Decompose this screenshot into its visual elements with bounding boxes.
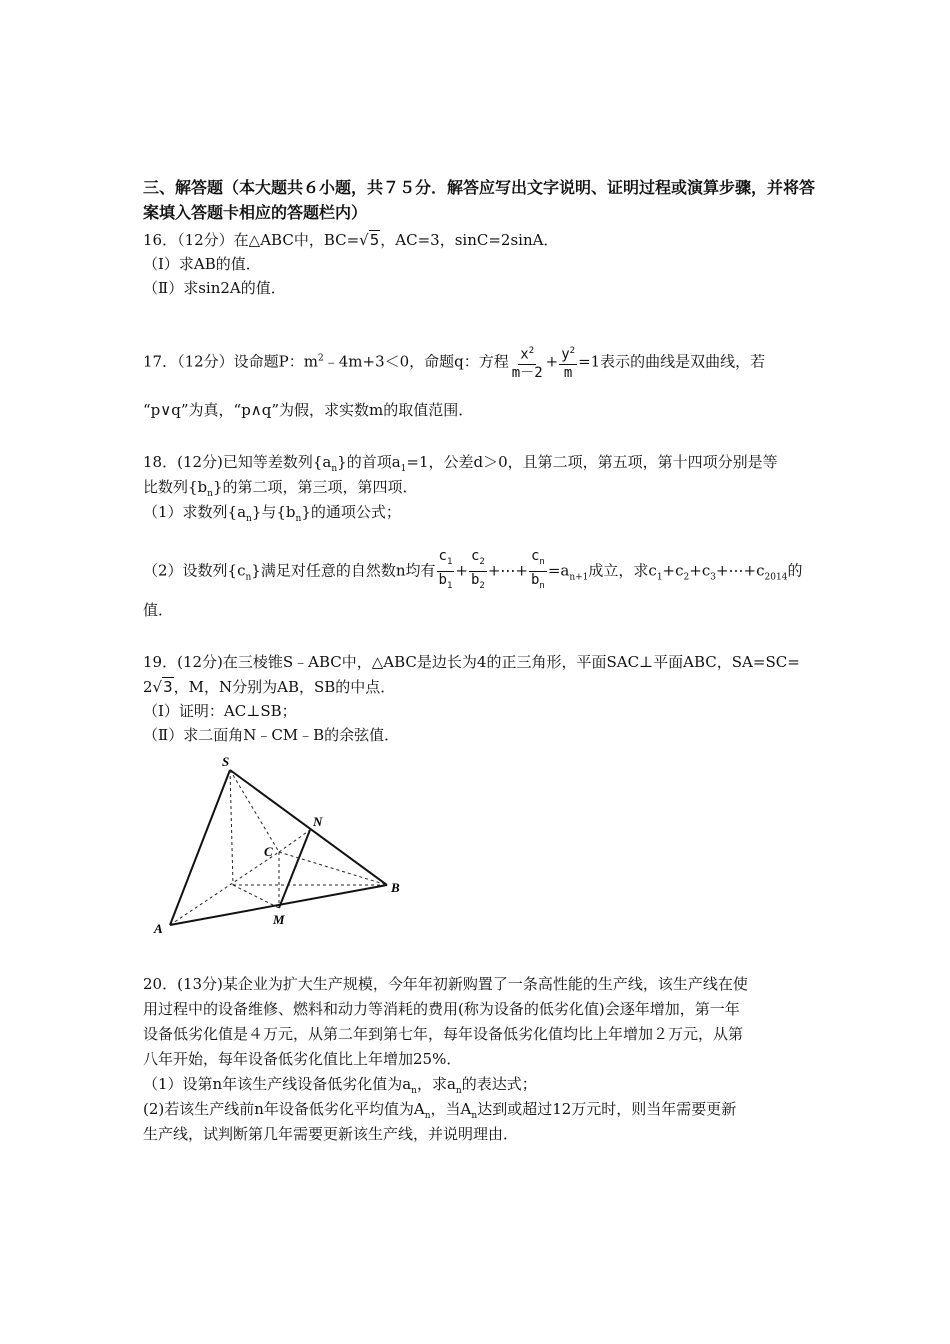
q18-l1-a: 18．(12分)已知等差数列{a xyxy=(143,453,332,471)
q20-p1-sub: n xyxy=(411,1086,417,1096)
q18-p2-a: （2）设数列{c xyxy=(143,561,246,580)
q18-p1-a: （1）求数列{a xyxy=(143,503,247,521)
q19-l2-b: ，M，N分别为AB，SB的中点． xyxy=(173,678,396,696)
sqrt-3-radicand: 3 xyxy=(163,678,173,696)
frac-b1-sub: 1 xyxy=(446,580,453,591)
frac-b2-sub: 2 xyxy=(479,580,485,591)
q20-p2-c: 达到或超过12万元时，则当年需要更新 xyxy=(477,1100,737,1118)
question-19-line1 xyxy=(143,650,800,674)
frac-num-x: x xyxy=(520,346,529,363)
q18-p1-sub2: n xyxy=(295,514,302,524)
q17-text-b: ﹣4m+3＜0，命题q：方程 xyxy=(323,352,509,371)
q20-p2-a: (2)若该生产线前n年设备低劣化平均值为A xyxy=(143,1100,425,1118)
q20-p2-sub2: n xyxy=(471,1111,478,1121)
q18-s2: 2 xyxy=(683,572,690,583)
question-20-part2-end: 生产线，试判断第几年需要更新该生产线，并说明理由． xyxy=(143,1125,519,1143)
q17-exp: 2 xyxy=(318,353,324,364)
question-20-line3: 设备低劣化值是４万元，从第二年到第七年，每年设备低劣化值均比上年增加２万元，从第 xyxy=(143,1025,744,1043)
q18-s1: 1 xyxy=(656,572,663,583)
q18-l1-sub2: 1 xyxy=(400,464,407,474)
q18-p2-d: 成立，求c xyxy=(588,561,657,580)
label-A: A xyxy=(154,921,163,936)
question-17-stem xyxy=(143,343,765,382)
question-20-line4: 八年开始，每年设备低劣化值比上年增加25%． xyxy=(143,1050,462,1068)
q18-l1-c: =1，公差d＞0，且第二项，第五项，第十四项分别是等 xyxy=(406,453,778,471)
question-19-part1: （Ⅰ）证明：AC⊥SB； xyxy=(143,702,297,720)
tetrahedron-figure xyxy=(140,752,420,942)
q17-text-c: =1表示的曲线是双曲线，若 xyxy=(578,352,766,371)
q18-p1-b: }与{b xyxy=(251,503,296,521)
q19-l1-a: 19．(12分)在三棱锥S﹣ABC中，△ABC是边长为4的正三角形，平面SAC⊥平面ABC，SA xyxy=(143,653,753,671)
altitude-S xyxy=(230,770,233,885)
edge-MN xyxy=(279,830,310,908)
q20-p1-a: （1）设第n年该生产线设备低劣化值为a xyxy=(143,1075,412,1093)
plus-sign-2: + xyxy=(455,561,468,580)
question-17-line2: “p∨q”为真，“p∧q”为假，求实数m的取值范围． xyxy=(143,401,474,419)
frac-num-x-exp: 2 xyxy=(528,346,535,356)
q20-p1-b: ，求a xyxy=(416,1075,456,1093)
frac-b2: b xyxy=(470,571,480,588)
edge-SC xyxy=(230,770,279,852)
q17-text-a: 17．（12分）设命题P：m xyxy=(143,352,318,371)
question-18-part2-end: 值． xyxy=(143,601,174,619)
q16-text-a: 16．（12分）在△ABC中，BC= xyxy=(143,231,360,249)
q18-s4: 2014 xyxy=(764,572,788,583)
question-16-part1: （Ⅰ）求AB的值． xyxy=(143,255,261,273)
q20-p2-b: ，当A xyxy=(430,1100,472,1118)
q18-s3: 3 xyxy=(710,572,716,583)
question-16-stem xyxy=(143,228,558,252)
frac-cn-sub: n xyxy=(539,556,545,567)
q18-p2-h: 的 xyxy=(787,561,803,580)
frac-num-y-exp: 2 xyxy=(569,346,576,356)
q18-l2-a: 比数列{b xyxy=(143,478,208,496)
q20-p1-sub2: n xyxy=(455,1086,462,1096)
q18-p2-c: =a xyxy=(547,561,570,580)
fraction-x2 xyxy=(510,343,545,382)
q18-p2-sub3: n+1 xyxy=(569,572,589,583)
sqrt-radicand: 5 xyxy=(369,231,380,249)
question-18-part1 xyxy=(143,500,401,531)
question-18-part2 xyxy=(143,548,802,595)
q20-p2-sub: n xyxy=(424,1111,431,1121)
q18-p2-f: +c xyxy=(689,561,711,580)
sqrt-5: √5 xyxy=(359,231,380,249)
edge-SA xyxy=(170,770,230,925)
edge-SB xyxy=(230,770,387,885)
q19-coef: 2 xyxy=(143,678,153,696)
q18-l2-sub: n xyxy=(207,489,213,499)
frac-c2: c xyxy=(470,548,480,564)
question-20-line1: 20．(13分)某企业为扩大生产规模，今年年初新购置了一条高性能的生产线，该生产线在使 xyxy=(143,975,748,993)
frac-c2-sub: 2 xyxy=(479,556,485,567)
q18-l1-b: }的首项a xyxy=(337,453,401,471)
q18-p1-c: }的通项公式； xyxy=(301,503,401,521)
question-20-line2: 用过程中的设备维修、燃料和动力等消耗的费用(称为设备的低劣化值)会逐年增加，第一年 xyxy=(143,1000,740,1018)
q18-l2-b: }的第二项，第三项，第四项． xyxy=(212,478,418,496)
label-N: N xyxy=(313,814,323,829)
ellipsis-plus: +⋯+ xyxy=(487,561,528,580)
frac-num-y: y xyxy=(561,346,570,363)
fraction-cn-bn xyxy=(529,548,547,595)
sqrt-3: √3 xyxy=(152,678,173,696)
q18-p1-sub: n xyxy=(246,514,252,524)
section-title-line2: 案填入答题卡相应的答题栏内） xyxy=(143,203,368,222)
frac-den-m: m xyxy=(563,364,573,381)
q16-text-b: ，AC=3，sinC=2sinA． xyxy=(380,231,559,249)
frac-cn: c xyxy=(530,548,540,564)
question-19-part2: （Ⅱ）求二面角N﹣CM﹣B的余弦值． xyxy=(143,726,400,744)
frac-bn-sub: n xyxy=(539,580,545,591)
q20-p1-c: 的表达式； xyxy=(461,1075,537,1093)
label-B: B xyxy=(391,880,400,895)
q18-l1-sub: n xyxy=(331,464,338,474)
frac-c1: c xyxy=(438,548,447,564)
q18-p2-sub: n xyxy=(245,572,252,583)
question-19-line2 xyxy=(143,675,395,699)
question-16-part2: （Ⅱ）求sin2A的值． xyxy=(143,279,286,297)
segment-OM xyxy=(233,885,279,908)
label-M: M xyxy=(273,912,285,927)
section-title-line1: 三、解答题（本大题共６小题，共７５分．解答应写出文字说明、证明过程或演算步骤，并将答 xyxy=(143,178,816,197)
label-S: S xyxy=(222,754,230,769)
frac-c1-sub: 1 xyxy=(446,556,453,567)
plus-sign: + xyxy=(545,352,559,371)
frac-b1: b xyxy=(438,571,447,588)
q19-l1-b: =SC= xyxy=(752,653,800,671)
fraction-y2 xyxy=(559,343,577,382)
fraction-c1-b1 xyxy=(437,548,455,595)
q18-p2-e: +c xyxy=(662,561,684,580)
fraction-c2-b2 xyxy=(469,548,487,595)
frac-bn: b xyxy=(530,571,540,588)
q18-p2-g: +⋯+c xyxy=(715,561,765,580)
frac-den-m-2: m－2 xyxy=(511,364,543,381)
q18-p2-b: }满足对任意的自然数n均有 xyxy=(251,561,436,580)
label-C: C xyxy=(264,844,273,859)
